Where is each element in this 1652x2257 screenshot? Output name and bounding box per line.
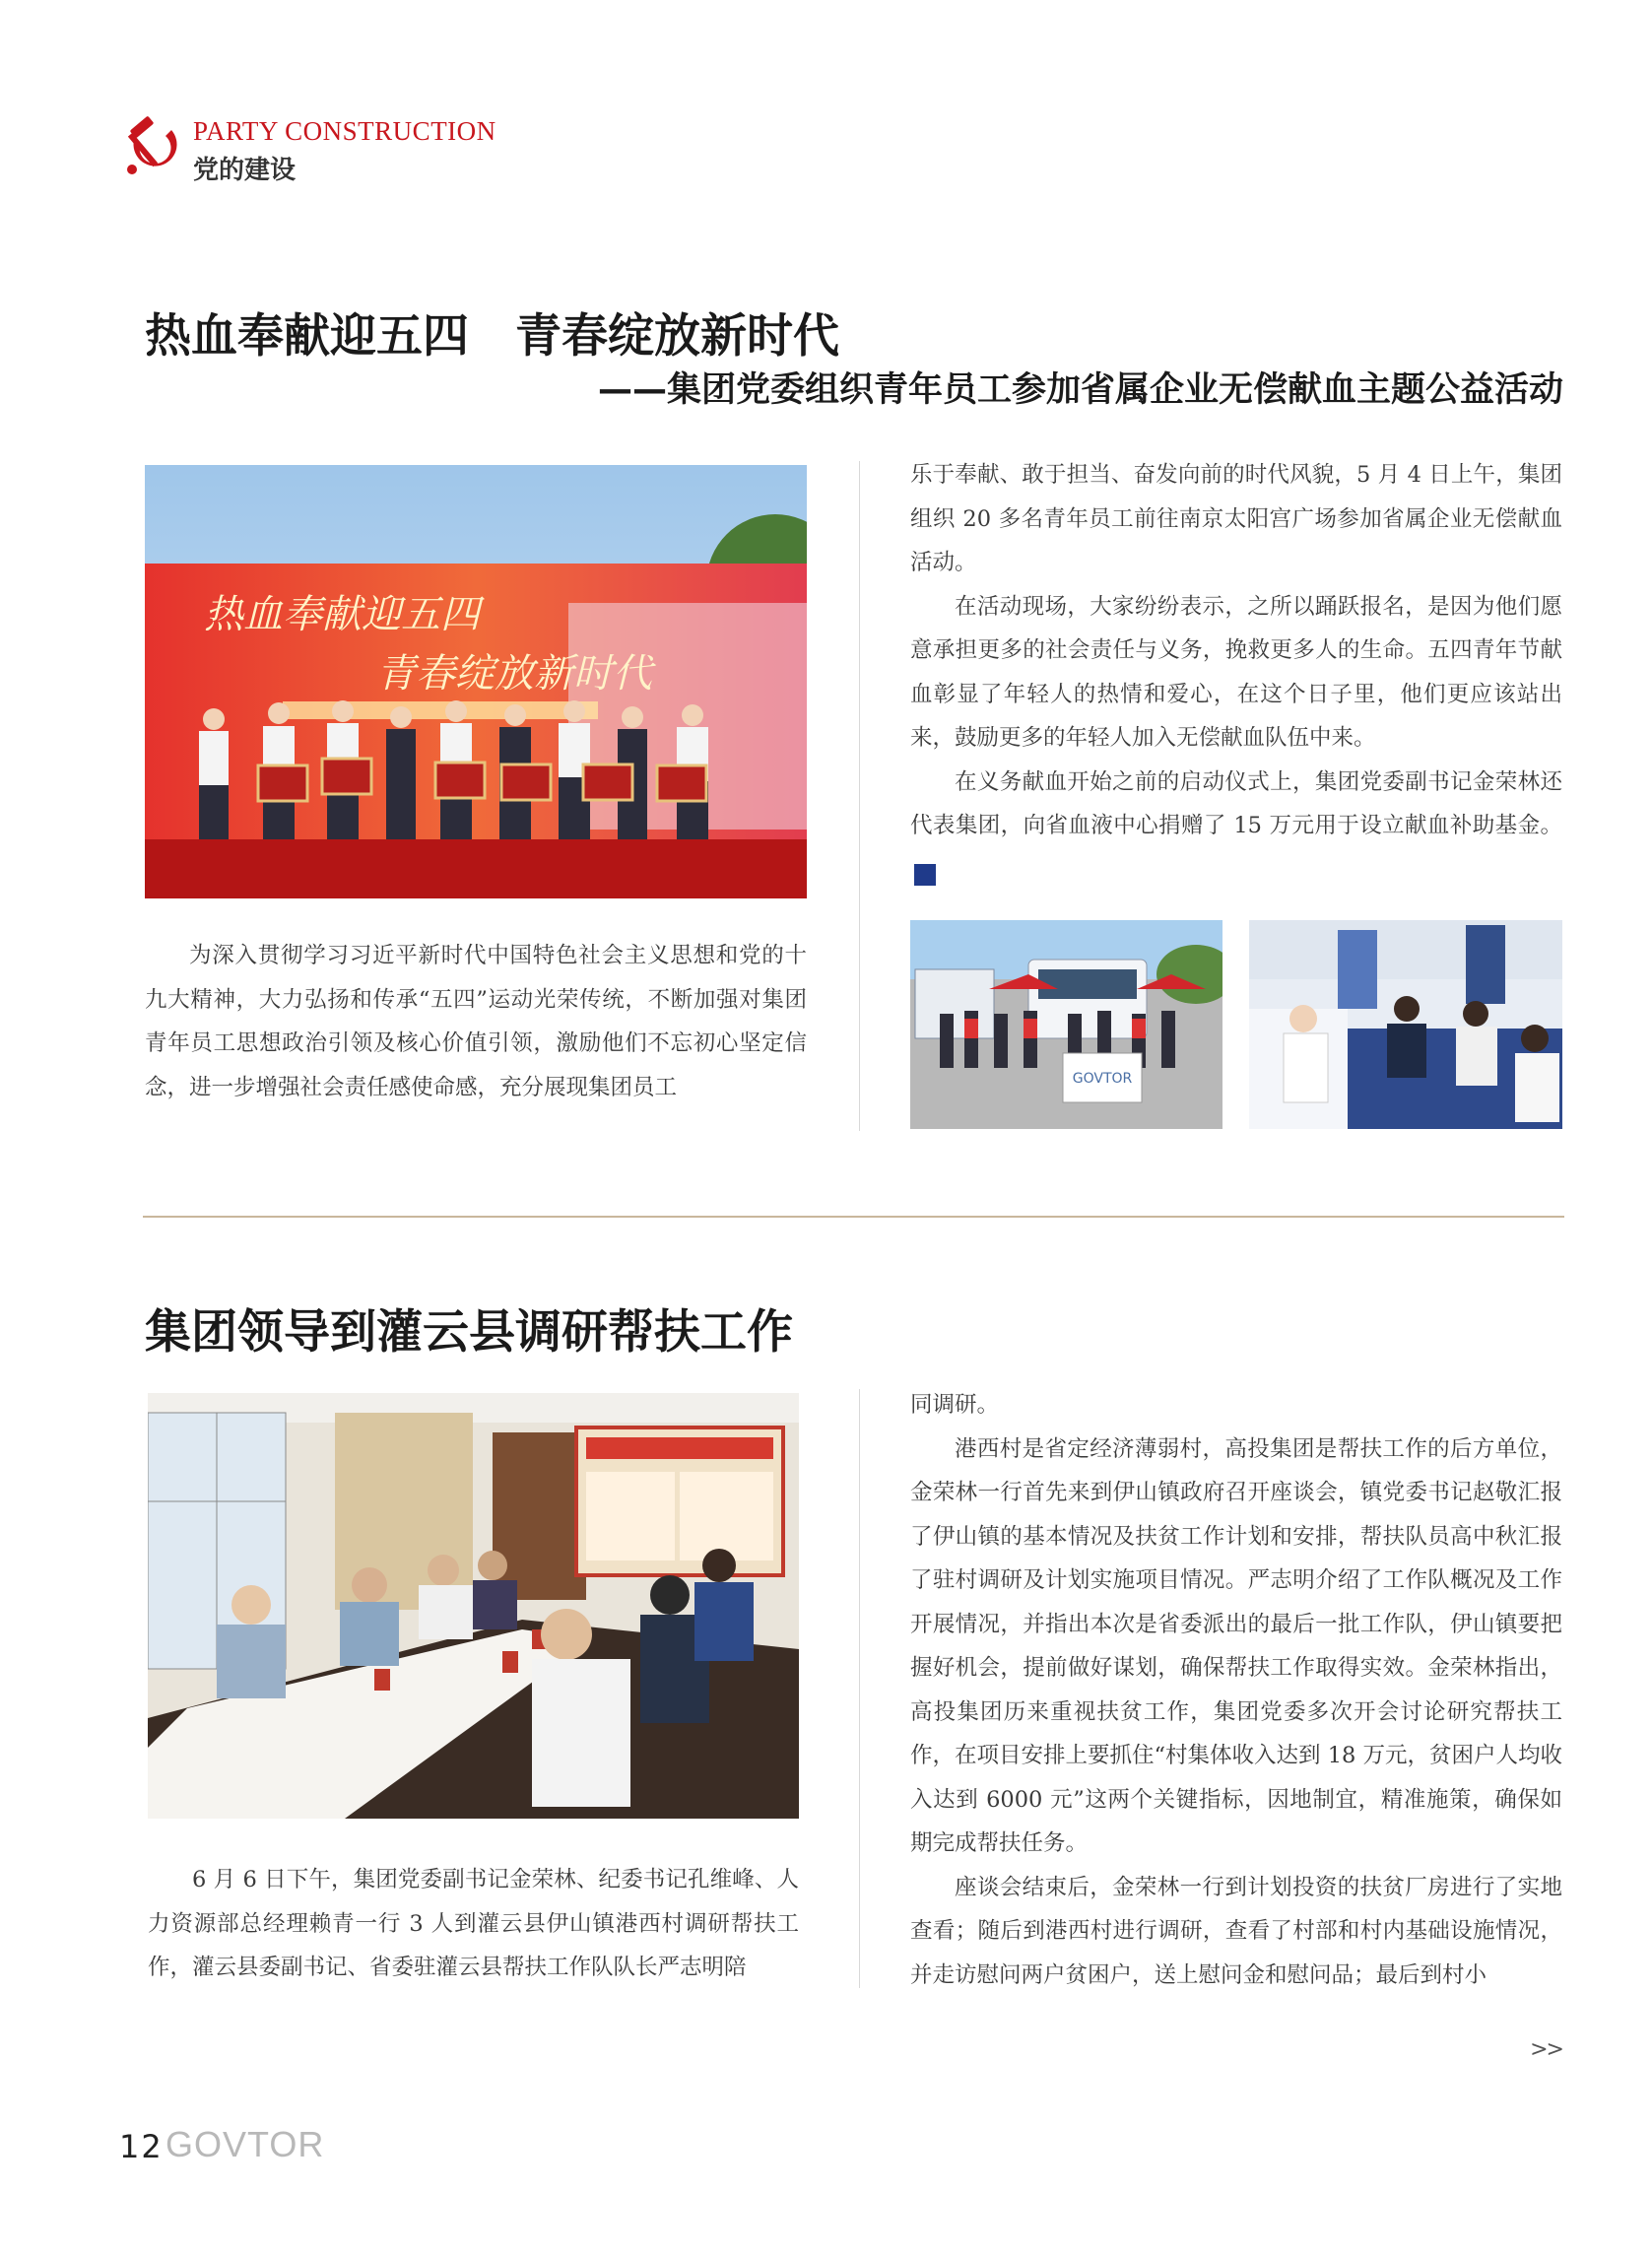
banner-line-1: 热血奉献迎五四 xyxy=(204,592,480,637)
meeting-room-photo xyxy=(148,1393,799,1819)
article-2-paragraph: 6 月 6 日下午，集团党委副书记金荣林、纪委书记孔维峰、人力资源部总经理赖青一行 3 人到灌云县伊山镇港西村调研帮扶工作，灌云县委副书记、省委驻灌云县帮扶工作队队长严志明陪 xyxy=(148,1867,799,1980)
section-divider xyxy=(143,1216,1564,1218)
bus-sign-text: GOVTOR xyxy=(1072,1071,1133,1087)
article-1-paragraph xyxy=(910,761,1562,893)
article-2-paragraph: 座谈会结束后，金荣林一行到计划投资的扶贫厂房进行了实地查看；随后到港西村进行调研，查看了村部和村内基础设施情况，并走访慰问两户贫困户，送上慰问金和慰问品；最后到村小 xyxy=(910,1874,1562,1988)
hammer-sickle-icon xyxy=(120,116,183,179)
section-label-zh: 党的建设 xyxy=(193,156,297,185)
article-1-paragraph: 在活动现场，大家纷纷表示，之所以踊跃报名，是因为他们愿意承担更多的社会责任与义务，挽救更多人的生命。五四青年节献血彰显了年轻人的热情和爱心，在这个日子里，他们更应该站出来，鼓励更多的年轻人加入无偿献血队伍中来。 xyxy=(910,593,1562,751)
article-2-title: 集团领导到灌云县调研帮扶工作 xyxy=(145,1305,793,1360)
article-2-right-column xyxy=(910,1383,1562,1997)
blood-donation-inside-bus-photo xyxy=(1249,920,1562,1129)
column-divider xyxy=(859,461,860,1131)
banner-line-2: 青春绽放新时代 xyxy=(376,651,652,697)
article-1-left-column xyxy=(145,934,807,1109)
end-mark-icon: V xyxy=(914,864,936,886)
article-2-paragraph: 同调研。 xyxy=(910,1392,1000,1418)
continue-arrow: >> xyxy=(1530,2037,1562,2062)
group-photo-with-blood-bus xyxy=(910,920,1222,1129)
article-1-subtitle: ——集团党委组织青年员工参加省属企业无偿献血主题公益活动 xyxy=(597,370,1563,410)
column-divider xyxy=(859,1389,860,1988)
article-1-title: 热血奉献迎五四 青春绽放新时代 xyxy=(145,309,839,364)
blood-donation-ceremony-photo xyxy=(145,465,807,898)
page-number: 12 xyxy=(119,2128,164,2165)
section-label-en: PARTY CONSTRUCTION xyxy=(193,116,496,146)
article-1-paragraph: 乐于奉献、敢于担当、奋发向前的时代风貌，5 月 4 日上午，集团组织 20 多名青年员工前往南京太阳宫广场参加省属企业无偿献血活动。 xyxy=(910,462,1562,575)
brand-logo: GOVTOR xyxy=(165,2124,325,2164)
article-1-paragraph-text: 在义务献血开始之前的启动仪式上，集团党委副书记金荣林还代表集团，向省血液中心捐赠了 15 万元用于设立献血补助基金。 xyxy=(910,768,1562,838)
article-1-right-column xyxy=(910,453,1562,892)
article-2-paragraph: 港西村是省定经济薄弱村，高投集团是帮扶工作的后方单位，金荣林一行首先来到伊山镇政府召开座谈会，镇党委书记赵敬汇报了伊山镇的基本情况及扶贫工作计划和安排，帮扶队员高中秋汇报了驻村调研及计划实施项目情况。严志明介绍了工作队概况及工作开展情况，并指出本次是省委派出的最后一批工作队，伊山镇要把握好机会，提前做好谋划，确保帮扶工作取得实效。金荣林指出，高投集团历来重视扶贫工作，集团党委多次开会讨论研究帮扶工作，在项目安排上要抓住“村集体收入达到 18 万元，贫困户人均收入达到 6000 元”这两个关键指标，因地制宜，精准施策，确保如期完成帮扶任务。 xyxy=(910,1435,1562,1856)
article-2-left-column xyxy=(148,1858,799,1990)
article-1-paragraph: 为深入贯彻学习习近平新时代中国特色社会主义思想和党的十九大精神，大力弘扬和传承“五四”运动光荣传统，不断加强对集团青年员工思想政治引领及核心价值引领，激励他们不忘初心坚定信念，进一步增强社会责任感使命感，充分展现集团员工 xyxy=(145,943,807,1100)
